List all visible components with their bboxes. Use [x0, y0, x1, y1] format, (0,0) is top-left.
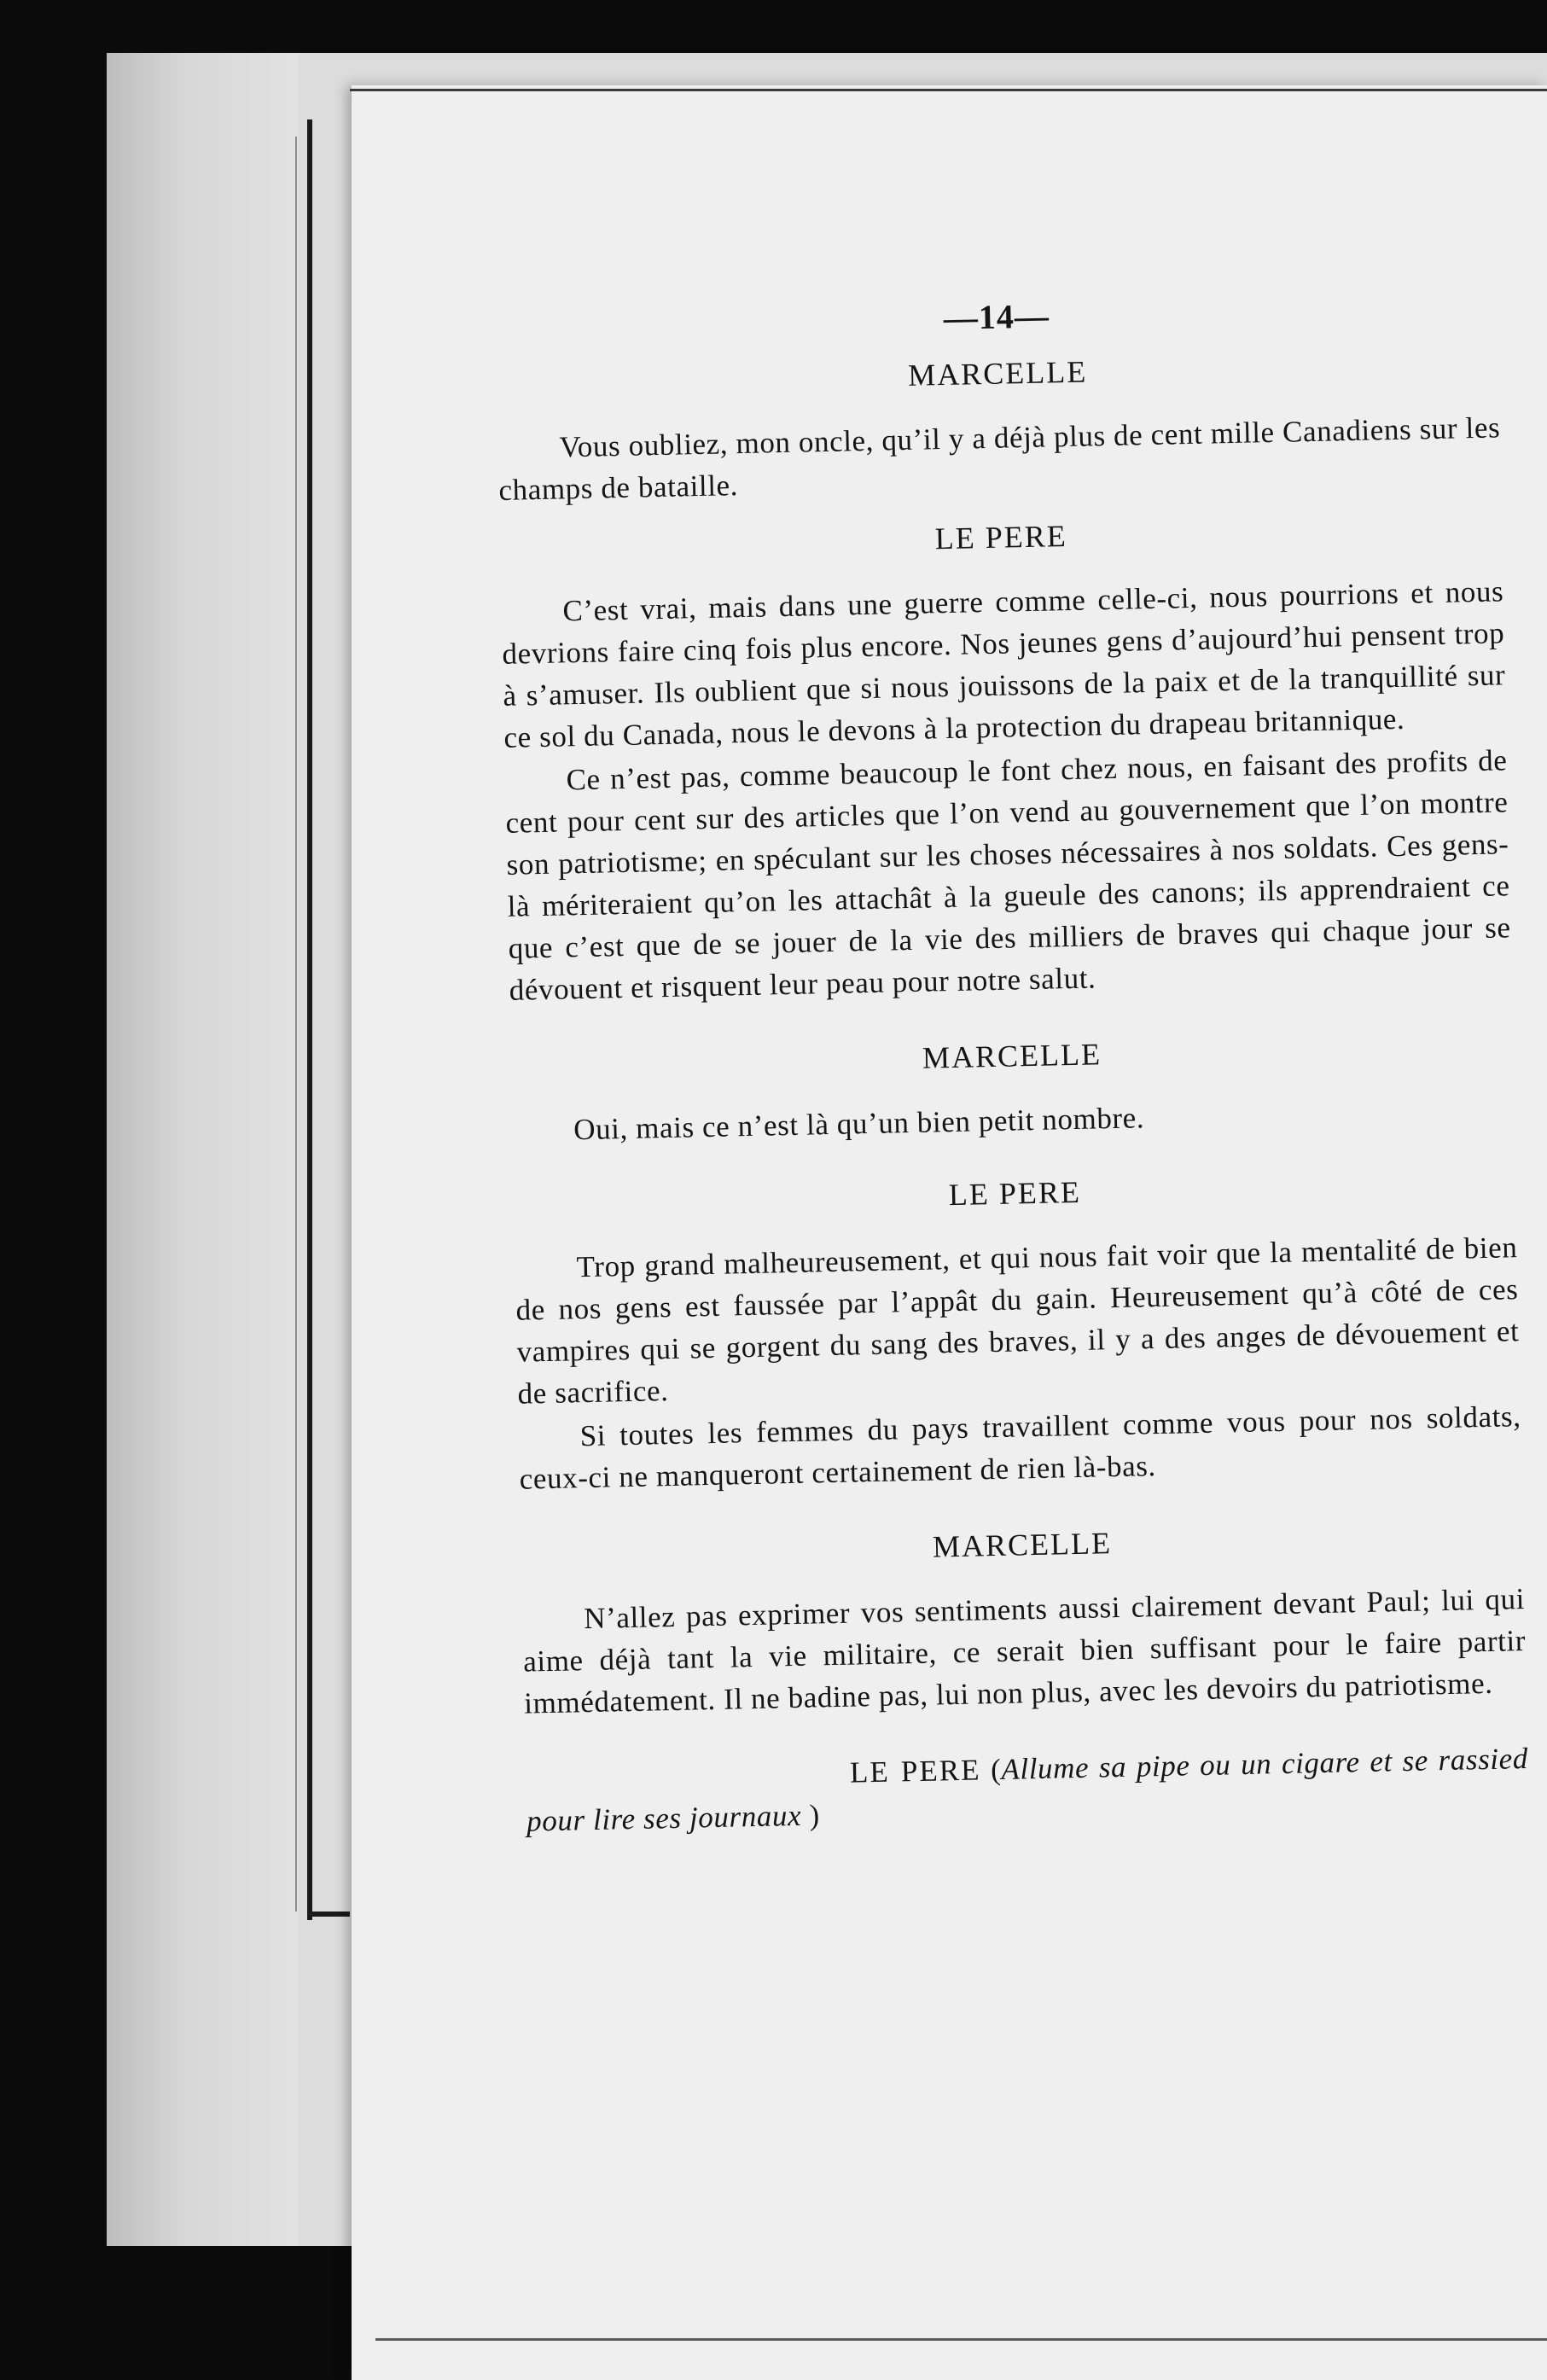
page-number: —14— — [943, 296, 1050, 337]
stage-direction — [526, 1737, 1530, 1842]
underlying-page-shadow — [107, 53, 299, 2246]
play-text — [495, 286, 1530, 1871]
dialogue-block — [510, 1027, 1515, 1152]
dialogue-paragraph: Si toutes les femmes du pays travaillent comme vous pour nos soldats, ceux-ci ne manqueront certainement de rien là-bas. — [519, 1399, 1521, 1496]
bottom-rule — [375, 2338, 1547, 2341]
page-edge-corner — [307, 1912, 350, 1917]
page-edge-border — [307, 119, 312, 1920]
dialogue-paragraph: Oui, mais ce n’est là qu’un bien petit nombre. — [573, 1101, 1145, 1147]
dialogue-block — [499, 509, 1512, 1010]
dialogue-block — [521, 1516, 1527, 1725]
stage-direction-text: Allume sa pipe ou un cigare et se rassied pour lire ses journaux — [526, 1742, 1529, 1838]
page-edge-line — [295, 137, 297, 1912]
dialogue-paragraph: Trop grand malheureusement, et qui nous fait voir que la mentalité de bien de nos gens est faussée par l’appât du gain. Heureusement qu’à côté de ces vampires qui se gorgent du sang des braves, il y a des anges de dévouement et de sacrifice. — [515, 1231, 1520, 1411]
stage-close-paren: ) — [800, 1798, 821, 1832]
speaker-name: LE PERE — [948, 1174, 1082, 1213]
dialogue-block — [496, 345, 1501, 511]
dialogue-block — [514, 1165, 1522, 1500]
speaker-name: MARCELLE — [907, 354, 1088, 393]
dialogue-paragraph: N’allez pas exprimer vos sentiments aussi clairement devant Paul; lui qui aime déjà tant la vie militaire, ce serait bien suffisant pour le faire partir immédatement. Il ne badine pas, lui non plus, avec les devoirs du patriotisme. — [522, 1582, 1527, 1720]
speaker-name: MARCELLE — [922, 1037, 1102, 1075]
dialogue-paragraph: Ce n’est pas, comme beaucoup le font chez nous, en faisant des profits de cent pour cent sur des articles que l’on vend au gouvernement que l’on montre son patriotisme; en spéculant sur les choses nécessaires à nos soldats. Ces gens-là mériteraient qu’on les attachât à la gueule des canons; ils apprendraient ce que c’est que de se jouer de la vie des milliers de braves qui chaque jour se dévouent et risquent leur peau pour notre salut. — [505, 743, 1511, 1007]
dialogue-paragraph: C’est vrai, mais dans une guerre comme celle-ci, nous pourrions et nous devrions faire cinq fois plus encore. Nos jeunes gens d’aujourd’hui pensent trop à s’amuser. Ils oublient que si nous jouissons de la paix et de la tranquillité sur ce sol du Canada, nous le devons à la protection du drapeau britannique. — [502, 574, 1506, 754]
dialogue-paragraph: Vous oubliez, mon oncle, qu’il y a déjà plus de cent mille Canadiens sur les champs de bataille. — [498, 410, 1501, 507]
stage-open-paren: ( — [990, 1752, 1002, 1787]
top-rule — [350, 89, 1547, 91]
stage-speaker: LE PERE — [849, 1753, 981, 1789]
speaker-name: MARCELLE — [932, 1526, 1113, 1564]
speaker-name: LE PERE — [934, 519, 1068, 556]
